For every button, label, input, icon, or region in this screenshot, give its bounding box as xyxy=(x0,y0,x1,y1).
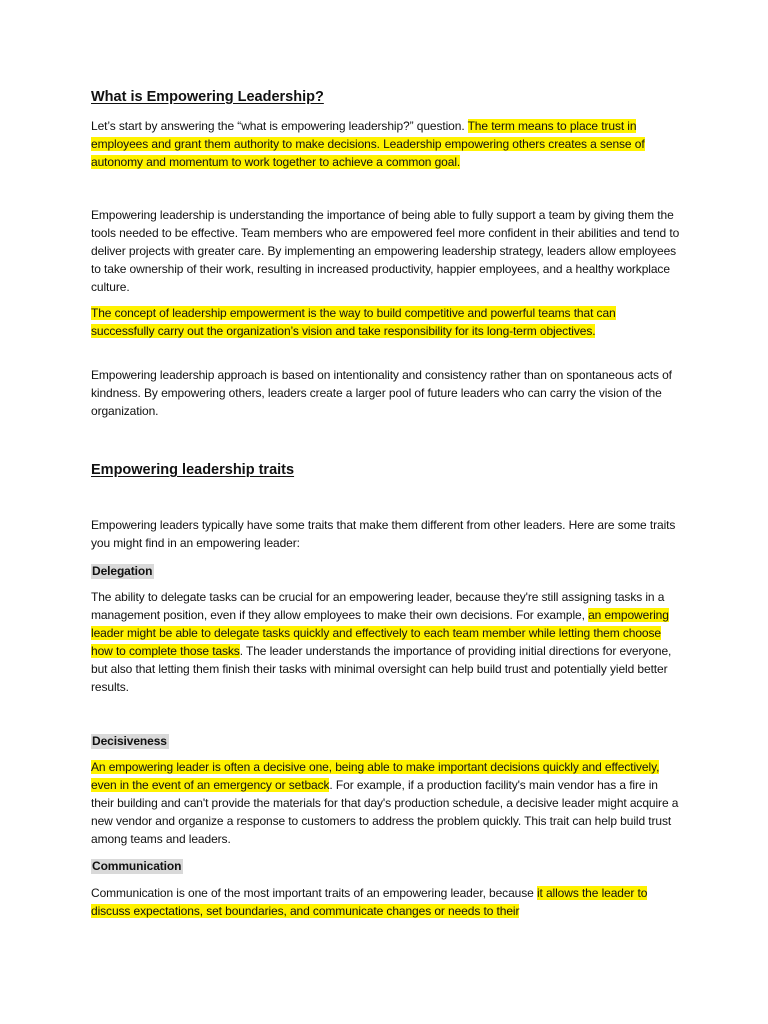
paragraph-approach: Empowering leadership approach is based on intentionality and consistency rather than on spontaneous acts of kindness. By empowering others, leaders create a larger pool of future leaders who can carry the vision of the organization. xyxy=(91,368,672,418)
subheading-decisiveness-row xyxy=(91,732,681,750)
subheading-decisiveness: Decisiveness xyxy=(92,734,167,748)
highlighted-text: An empowering leader is often a decisive one, being able to make important decisions quickly and effectively, even in the event of an emergency or setback xyxy=(91,760,660,792)
paragraph-delegation xyxy=(91,588,681,696)
paragraph-text: . The leader understands the importance of providing initial directions for everyone, but also that letting them finish their tasks with minimal oversight can help build trust and potentially yield better results. xyxy=(91,644,672,694)
paragraph-text: . For example, if a production facility's main vendor has a fire in their building and can't provide the materials for that day's production schedule, a decisive leader might acquire a new vendor and organize a response to customers to address the problem quickly. This trait can help build trust among teams and leaders. xyxy=(91,778,679,846)
paragraph-decisiveness xyxy=(91,758,681,848)
highlighted-text: an empowering leader might be able to delegate tasks quickly and effectively to each team member while letting them choose how to complete those tasks xyxy=(91,608,669,658)
highlighted-text: The term means to place trust in employees and grant them authority to make decisions. Leadership empowering others creates a sense of autonomy and momentum to work together to achieve a common goal. xyxy=(91,119,645,169)
paragraph-text: The ability to delegate tasks can be crucial for an empowering leader, because they're still assigning tasks in a management position, even if they allow employees to make their own decisions. For example, xyxy=(91,590,665,622)
highlighted-text: it allows the leader to discuss expectations, set boundaries, and communicate changes or needs to their xyxy=(91,886,648,918)
paragraph-concept xyxy=(91,304,681,340)
paragraph-traits-intro: Empowering leaders typically have some traits that make them different from other leaders. Here are some traits you might find in an empowering leader: xyxy=(91,518,676,550)
paragraph-text: Let’s start by answering the “what is empowering leadership?” question. xyxy=(91,119,468,133)
paragraph-communication xyxy=(91,884,681,920)
heading-empowering-leadership-traits: Empowering leadership traits xyxy=(91,462,295,478)
subheading-communication: Communication xyxy=(92,859,182,873)
paragraph-text: Communication is one of the most important traits of an empowering leader, because xyxy=(91,886,537,900)
subheading-delegation-row xyxy=(91,562,681,580)
subheading-delegation: Delegation xyxy=(92,564,153,578)
paragraph-intro xyxy=(91,117,681,171)
subheading-communication-row xyxy=(91,857,681,875)
highlighted-text: The concept of leadership empowerment is the way to build competitive and powerful teams that can successfully carry out the organization’s vision and take responsibility for its long-term objectives. xyxy=(91,306,616,338)
heading-what-is-empowering-leadership: What is Empowering Leadership? xyxy=(91,89,324,105)
paragraph-definition: Empowering leadership is understanding the importance of being able to fully support a team by giving them the tools needed to be effective. Team members who are empowered feel more confident in their abilities and tend to deliver projects with greater care. By implementing an empowering leadership strategy, leaders allow employees to take ownership of their work, resulting in increased productivity, happier employees, and a healthy workplace culture. xyxy=(91,208,680,294)
